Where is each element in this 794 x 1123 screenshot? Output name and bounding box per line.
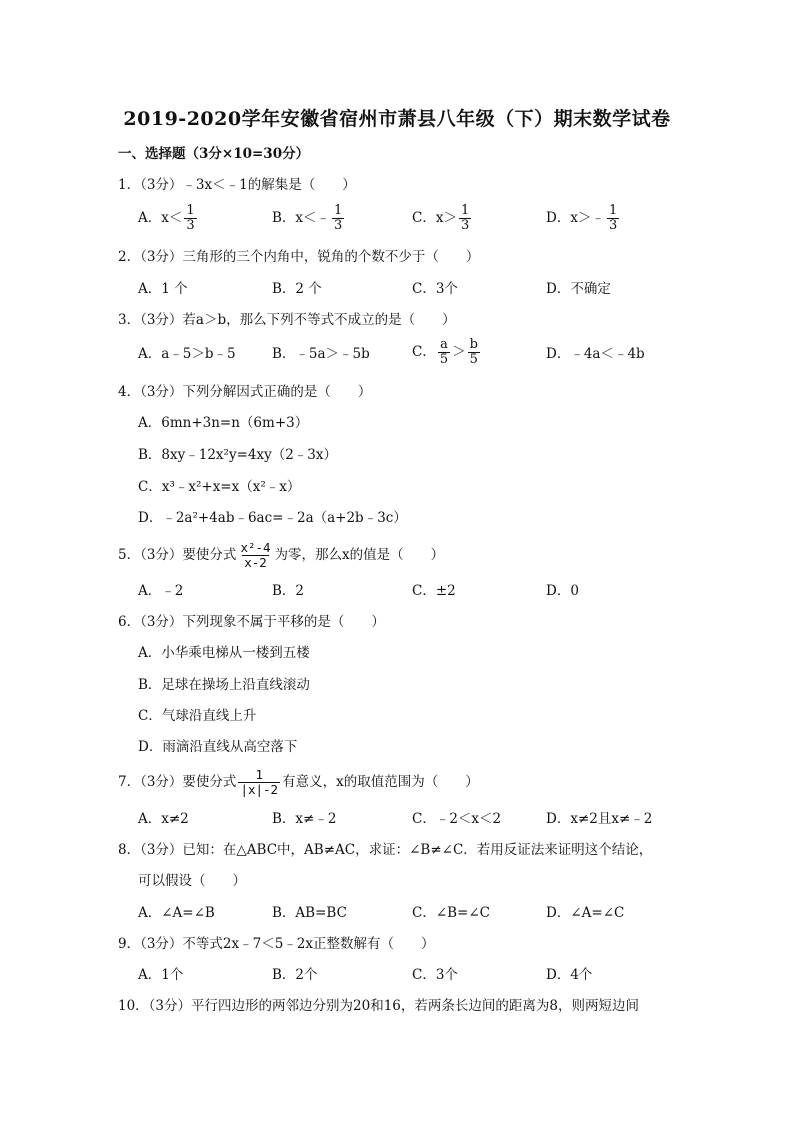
q3-option-b[interactable]: B．﹣5a＞﹣5b — [272, 346, 370, 362]
q7-option-d[interactable]: D．x≠2且x≠﹣2 — [546, 811, 653, 827]
q1-option-c[interactable]: C．x＞ $\frac{1}{3}$ — [412, 203, 470, 233]
q3-option-c[interactable]: C． $\frac{a}{5}$ ＞ $\frac{b}{5}$ — [412, 337, 478, 367]
q3-option-d[interactable]: D．﹣4a＜﹣4b — [546, 346, 645, 362]
fraction: $\frac{1}{|x|-2}$ — [240, 767, 279, 797]
q2-option-b[interactable]: B．2 个 — [272, 281, 322, 297]
q8-option-c[interactable]: C．∠B=∠C — [412, 905, 491, 921]
q9-option-b[interactable]: B．2个 — [272, 967, 318, 983]
question-2: 2．（3分）三角形的三个内角中，锐角的个数不少于（ ） — [118, 249, 480, 265]
q1-option-b[interactable]: B．x＜﹣ $\frac{1}{3}$ — [272, 203, 343, 233]
question-8: 8．（3分）已知：在△ABC中，AB≠AC，求证：∠B≠∠C．若用反证法来证明这个结论， — [118, 842, 653, 858]
q6-option-b[interactable]: B．足球在操场上沿直线滚动 — [138, 677, 310, 693]
fraction: $\frac{b}{5}$ — [469, 337, 478, 367]
q4-option-b[interactable]: B．8xy﹣12x²y=4xy（2﹣3x） — [138, 447, 338, 463]
q8-option-d[interactable]: D．∠A=∠C — [546, 905, 625, 921]
fraction: $\frac{a}{5}$ — [439, 337, 449, 367]
fraction: $\frac{1}{3}$ — [334, 203, 343, 233]
q2-option-a[interactable]: A．1 个 — [138, 281, 188, 297]
q9-option-a[interactable]: A．1个 — [138, 967, 184, 983]
question-1: 1．（3分）﹣3x＜﹣1的解集是（ ） — [118, 177, 356, 193]
q5-option-c[interactable]: C．±2 — [412, 583, 456, 599]
question-5: 5．（3分）要使分式 $\frac{\text{x²-4}}{x-2}$ 为零，那么x的值是（ ） — [118, 540, 445, 570]
q9-option-d[interactable]: D．4个 — [546, 967, 593, 983]
q6-option-a[interactable]: A．小华乘电梯从一楼到五楼 — [138, 645, 310, 661]
fraction: $\frac{1}{3}$ — [460, 203, 470, 233]
q3-option-a[interactable]: A．a﹣5＞b﹣5 — [138, 346, 236, 362]
q5-option-b[interactable]: B．2 — [272, 583, 305, 599]
q4-option-c[interactable]: C．x³﹣x²+x=x（x²﹣x） — [138, 479, 301, 495]
fraction: $\frac{1}{3}$ — [186, 203, 195, 233]
q8-option-a[interactable]: A．∠A=∠B — [138, 905, 215, 921]
page-title: 2019-2020学年安徽省宿州市萧县八年级（下）期末数学试卷 — [123, 108, 671, 130]
q5-option-d[interactable]: D．0 — [546, 583, 579, 599]
q1-option-d[interactable]: D．x＞﹣ $\frac{1}{3}$ — [546, 203, 618, 233]
q5-option-a[interactable]: A．﹣2 — [138, 583, 184, 599]
question-8-cont: 可以假设（ ） — [138, 873, 246, 889]
q7-option-a[interactable]: A．x≠2 — [138, 811, 189, 827]
fraction: $\frac{1}{3}$ — [608, 203, 618, 233]
q1-option-a[interactable]: A．x＜ $\frac{1}{3}$ — [138, 203, 195, 233]
q6-option-d[interactable]: D．雨滴沿直线从高空落下 — [138, 739, 298, 755]
question-6: 6．（3分）下列现象不属于平移的是（ ） — [118, 614, 385, 630]
section-heading: 一、选择题（3分×10=30分） — [118, 146, 310, 162]
q4-option-d[interactable]: D．﹣2a²+4ab﹣6ac=﹣2a（a+2b﹣3c） — [138, 510, 407, 526]
question-9: 9．（3分）不等式2x﹣7＜5﹣2x正整数解有（ ） — [118, 936, 435, 952]
question-4: 4．（3分）下列分解因式正确的是（ ） — [118, 384, 372, 400]
q7-option-c[interactable]: C．﹣2＜x＜2 — [412, 811, 502, 827]
question-7: 7．（3分）要使分式 $\frac{1}{|x|-2}$ 有意义，x的取值范围为（ ） — [118, 767, 479, 797]
q4-option-a[interactable]: A．6mn+3n=n（6m+3） — [138, 415, 309, 431]
q6-option-c[interactable]: C．气球沿直线上升 — [138, 708, 257, 724]
q8-option-b[interactable]: B．AB=BC — [272, 905, 347, 921]
question-3: 3．（3分）若a＞b，那么下列不等式不成立的是（ ） — [118, 312, 456, 328]
q9-option-c[interactable]: C．3个 — [412, 967, 458, 983]
q7-option-b[interactable]: B．x≠﹣2 — [272, 811, 337, 827]
question-10: 10．（3分）平行四边形的两邻边分别为20和16，若两条长边间的距离为8，则两短边间 — [118, 998, 639, 1014]
q2-option-c[interactable]: C．3个 — [412, 281, 458, 297]
fraction: $\frac{\text{x²-4}}{x-2}$ — [240, 540, 271, 570]
q2-option-d[interactable]: D．不确定 — [546, 281, 611, 297]
